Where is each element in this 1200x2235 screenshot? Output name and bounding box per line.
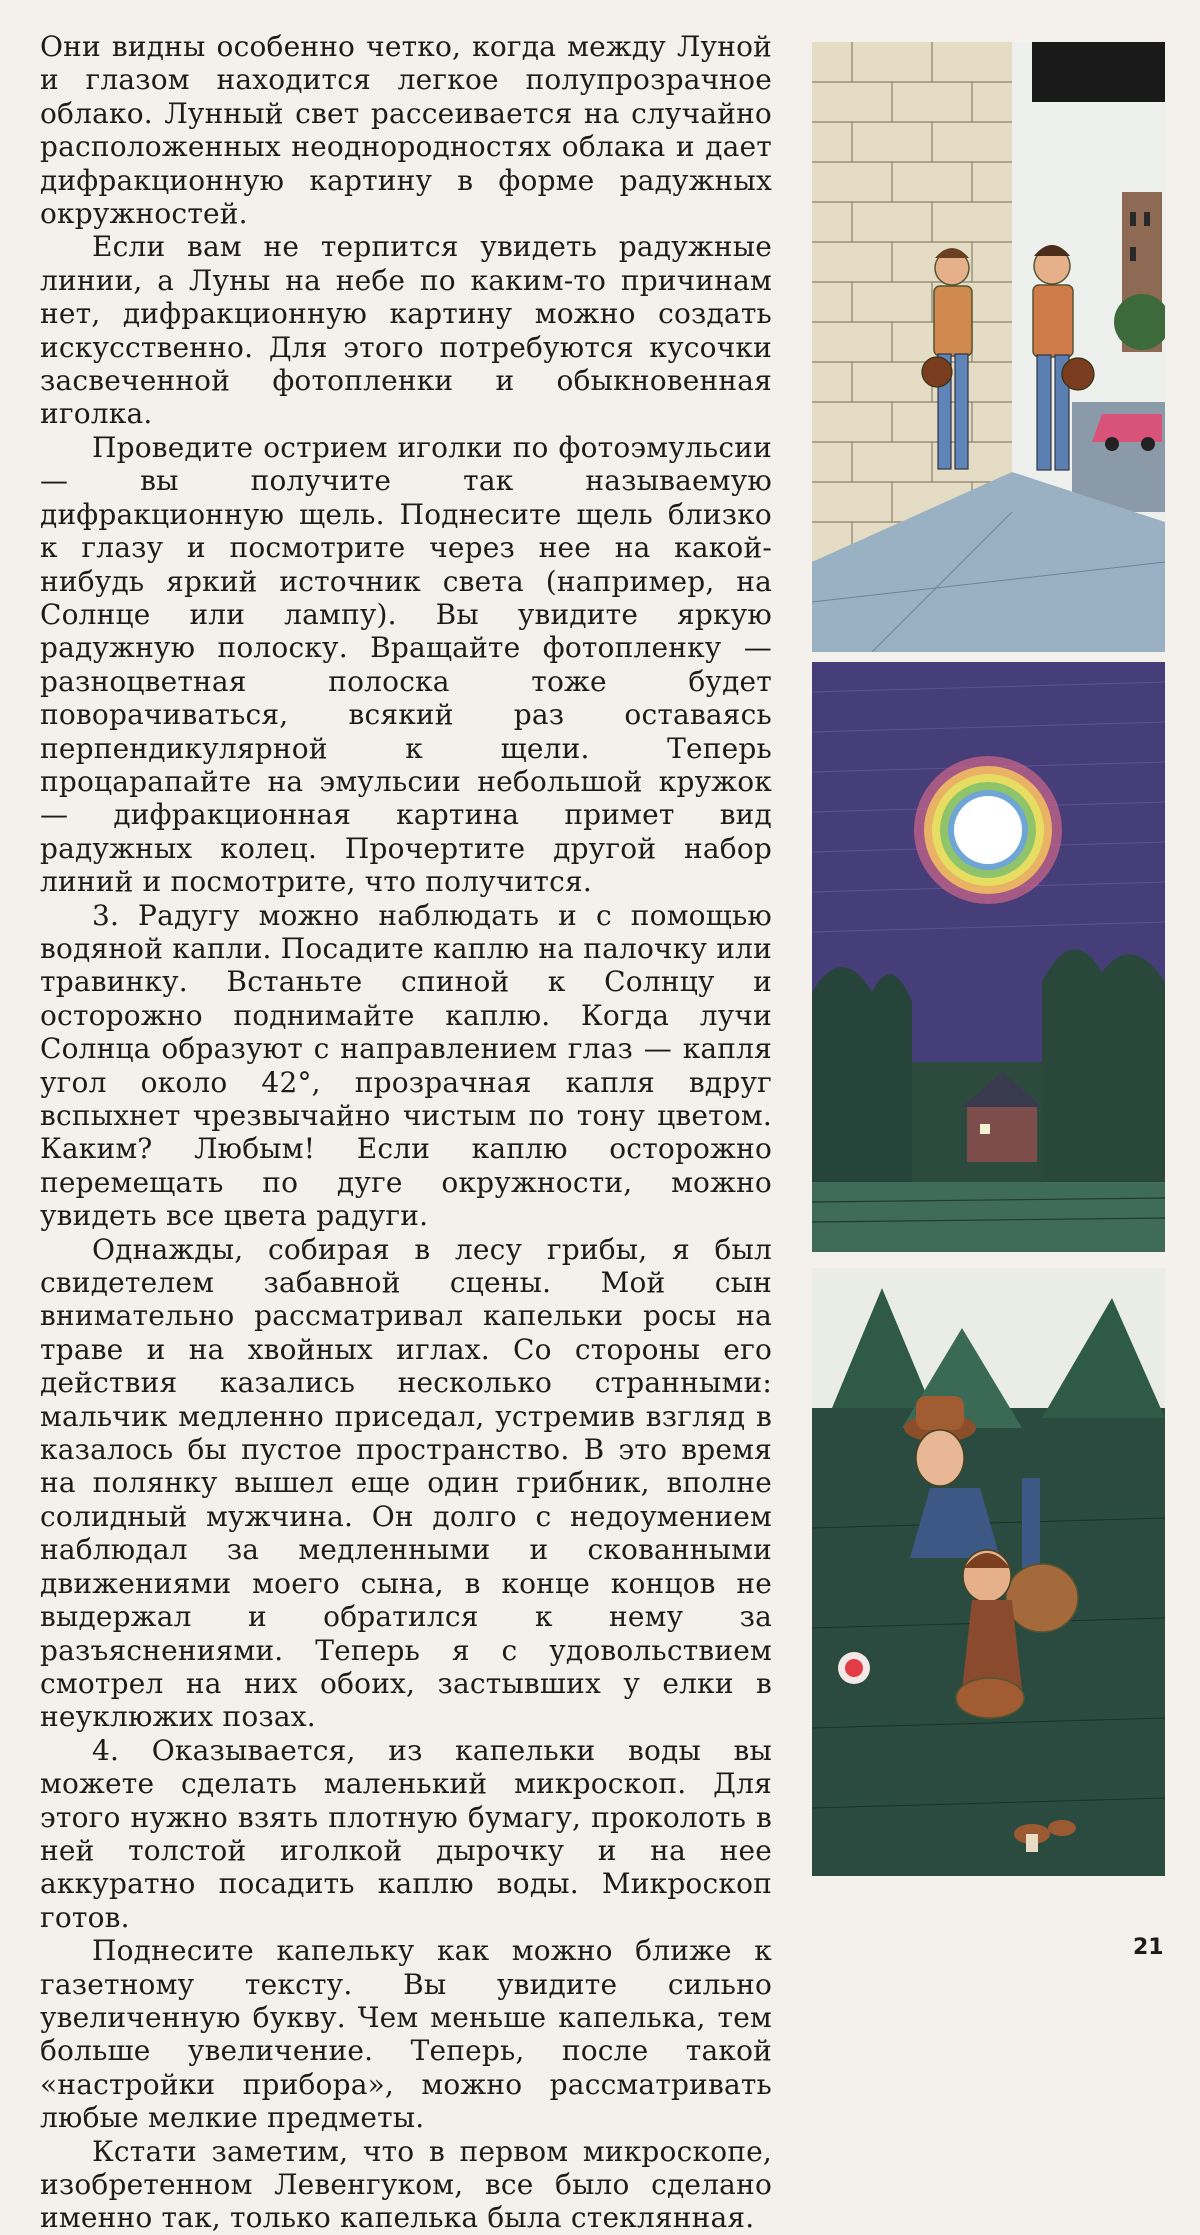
street-scene-image bbox=[812, 42, 1165, 652]
paragraph-7: Поднесите капельку как можно ближе к газетному тексту. Вы увидите сильно увеличенную букву. Чем меньше капелька, тем больше увеличение. Теперь, после такой «настройки прибора», можно рассматривать любые мелкие предметы. bbox=[40, 1934, 772, 2135]
paragraph-6: 4. Оказывается, из капельки воды вы можете сделать маленький микроскоп. Для этого нужно взять плотную бумагу, проколоть в ней толстой иголкой дырочку и на нее аккуратно посадить каплю воды. Микроскоп готов. bbox=[40, 1733, 772, 1934]
forest-scene-image bbox=[812, 1268, 1165, 1876]
article-text bbox=[40, 30, 772, 2235]
illustration-forest bbox=[812, 1268, 1165, 1876]
paragraph-1: Они видны особенно четко, когда между Луной и глазом находится легкое полупрозрачное облако. Лунный свет рассеивается на случайно расположенных неоднородностях облака и дает дифракционную картину в форме радужных окружностей. bbox=[40, 30, 772, 231]
illustration-night-corona bbox=[812, 662, 1165, 1252]
paragraph-4: 3. Радугу можно наблюдать и с помощью водяной капли. Посадите каплю на палочку или травинку. Встаньте спиной к Солнцу и осторожно поднимайте каплю. Когда лучи Солнца образуют с направлением глаз — капля угол около 42°, прозрачная капля вдруг вспыхнет чрезвычайно чистым по тону цветом. Каким? Любым! Если каплю осторожно перемещать по дуге окружности, можно увидеть все цвета радуги. bbox=[40, 898, 772, 1233]
paragraph-8: Кстати заметим, что в первом микроскопе, изобретенном Левенгуком, все было сделано именно так, только капелька была стеклянная. bbox=[40, 2134, 772, 2235]
paragraph-5: Однажды, собирая в лесу грибы, я был свидетелем забавной сцены. Мой сын внимательно рассматривал капельки росы на траве и на хвойных иглах. Со стороны его действия казались несколько странными: мальчик медленно приседал, устремив взгляд в казалось бы пустое пространство. В это время на полянку вышел еще один грибник, вполне солидный мужчина. Он долго с недоумением наблюдал за медленными и скованными движениями моего сына, в конце концов не выдержал и обратился к нему за разъяснениями. Теперь я с удовольствием смотрел на них обоих, застывших у елки в неуклюжих позах. bbox=[40, 1232, 772, 1734]
paragraph-2: Если вам не терпится увидеть радужные линии, а Луны на небе по каким-то причинам нет, дифракционную картину можно создать искусственно. Для этого потребуются кусочки засвеченной фотопленки и обыкновенная иголка. bbox=[40, 230, 772, 431]
page-number: 21 bbox=[1133, 1935, 1164, 1960]
paragraph-3: Проведите острием иголки по фотоэмульсии — вы получите так называемую дифракционную щель. Поднесите щель близко к глазу и посмотрите через нее на какой-нибудь яркий источник света (например, на Солнце или лампу). Вы увидите яркую радужную полоску. Вращайте фотопленку — разноцветная полоска тоже будет поворачиваться, всякий раз оставаясь перпендикулярной к щели. Теперь процарапайте на эмульсии небольшой кружок — дифракционная картина примет вид радужных колец. Прочертите другой набор линий и посмотрите, что получится. bbox=[40, 430, 772, 899]
night-scene-image bbox=[812, 662, 1165, 1252]
illustration-street bbox=[812, 42, 1165, 652]
